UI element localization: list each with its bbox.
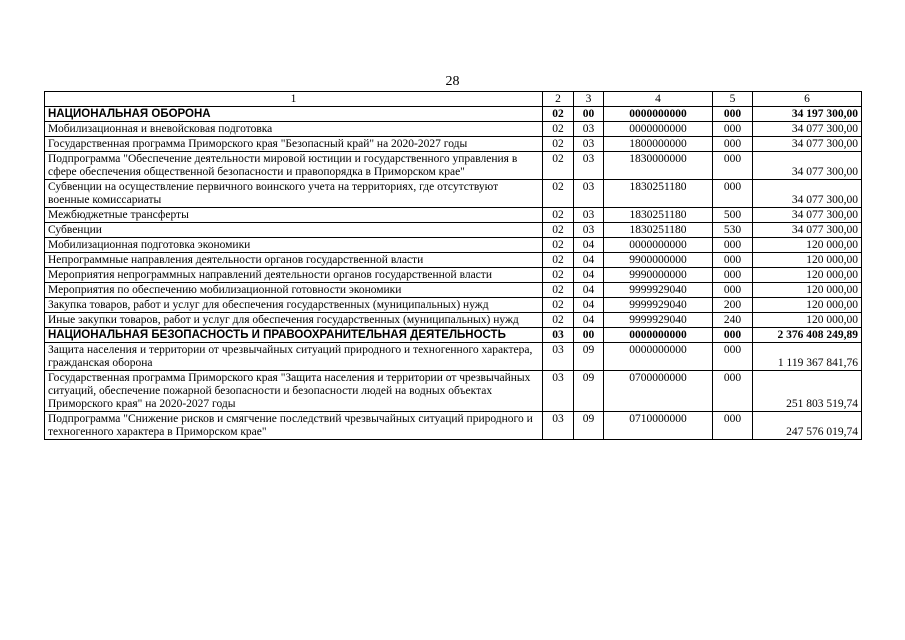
table-row [45, 152, 862, 180]
cell-section: 03 [543, 412, 574, 440]
column-header: 5 [713, 92, 753, 107]
cell-subsection: 09 [574, 412, 604, 440]
table-row [45, 122, 862, 137]
cell-name: Иные закупки товаров, работ и услуг для обеспечения государственных (муниципальных) нужд [45, 313, 543, 328]
table-row [45, 137, 862, 152]
cell-section: 02 [543, 283, 574, 298]
table-header-row [45, 92, 862, 107]
cell-name: Субвенции на осуществление первичного воинского учета на территориях, где отсутствуют военные комиссариаты [45, 180, 543, 208]
cell-subsection: 04 [574, 313, 604, 328]
cell-name: Мероприятия по обеспечению мобилизационной готовности экономики [45, 283, 543, 298]
cell-amount: 247 576 019,74 [753, 412, 862, 440]
table-row [45, 268, 862, 283]
cell-target-article: 9999929040 [604, 313, 713, 328]
cell-amount: 251 803 519,74 [753, 371, 862, 412]
cell-section: 03 [543, 343, 574, 371]
cell-subsection: 04 [574, 283, 604, 298]
cell-amount: 34 197 300,00 [753, 107, 862, 122]
table-row [45, 208, 862, 223]
cell-section: 02 [543, 298, 574, 313]
cell-target-article: 1800000000 [604, 137, 713, 152]
cell-expense-type: 240 [713, 313, 753, 328]
cell-expense-type: 000 [713, 343, 753, 371]
cell-name: Закупка товаров, работ и услуг для обеспечения государственных (муниципальных) нужд [45, 298, 543, 313]
cell-expense-type: 000 [713, 412, 753, 440]
cell-target-article: 9900000000 [604, 253, 713, 268]
cell-target-article: 0000000000 [604, 343, 713, 371]
cell-target-article: 0710000000 [604, 412, 713, 440]
cell-name: Субвенции [45, 223, 543, 238]
cell-amount: 120 000,00 [753, 253, 862, 268]
cell-target-article: 0000000000 [604, 107, 713, 122]
cell-name: Защита населения и территории от чрезвычайных ситуаций природного и техногенного характера, гражданская оборона [45, 343, 543, 371]
cell-target-article: 9999929040 [604, 298, 713, 313]
table-row [45, 343, 862, 371]
cell-name: Подпрограмма "Снижение рисков и смягчение последствий чрезвычайных ситуаций природного и техногенного характера в Приморском крае" [45, 412, 543, 440]
cell-section: 02 [543, 208, 574, 223]
cell-subsection: 03 [574, 152, 604, 180]
cell-amount: 34 077 300,00 [753, 122, 862, 137]
cell-section: 03 [543, 371, 574, 412]
cell-amount: 2 376 408 249,89 [753, 328, 862, 343]
table-row [45, 283, 862, 298]
column-header: 6 [753, 92, 862, 107]
cell-subsection: 04 [574, 268, 604, 283]
cell-expense-type: 000 [713, 152, 753, 180]
cell-target-article: 0000000000 [604, 328, 713, 343]
cell-target-article: 0000000000 [604, 122, 713, 137]
cell-expense-type: 000 [713, 328, 753, 343]
cell-subsection: 03 [574, 122, 604, 137]
cell-target-article: 0000000000 [604, 238, 713, 253]
cell-subsection: 03 [574, 223, 604, 238]
cell-section: 02 [543, 238, 574, 253]
cell-amount: 34 077 300,00 [753, 180, 862, 208]
table-row [45, 371, 862, 412]
column-header: 2 [543, 92, 574, 107]
column-header: 1 [45, 92, 543, 107]
table-row [45, 298, 862, 313]
cell-expense-type: 000 [713, 371, 753, 412]
cell-subsection: 00 [574, 328, 604, 343]
cell-target-article: 1830251180 [604, 208, 713, 223]
cell-target-article: 0700000000 [604, 371, 713, 412]
cell-subsection: 03 [574, 208, 604, 223]
cell-expense-type: 000 [713, 253, 753, 268]
cell-section: 02 [543, 253, 574, 268]
page-number: 28 [445, 74, 460, 89]
cell-amount: 1 119 367 841,76 [753, 343, 862, 371]
cell-section: 02 [543, 107, 574, 122]
cell-name: Государственная программа Приморского края "Безопасный край" на 2020-2027 годы [45, 137, 543, 152]
cell-name: Мобилизационная подготовка экономики [45, 238, 543, 253]
cell-amount: 34 077 300,00 [753, 223, 862, 238]
cell-subsection: 09 [574, 371, 604, 412]
cell-expense-type: 000 [713, 238, 753, 253]
cell-name: НАЦИОНАЛЬНАЯ ОБОРОНА [45, 107, 543, 122]
cell-expense-type: 530 [713, 223, 753, 238]
cell-name: НАЦИОНАЛЬНАЯ БЕЗОПАСНОСТЬ И ПРАВООХРАНИТЕЛЬНАЯ ДЕЯТЕЛЬНОСТЬ [45, 328, 543, 343]
table-row [45, 238, 862, 253]
table-row [45, 107, 862, 122]
cell-expense-type: 000 [713, 283, 753, 298]
cell-amount: 120 000,00 [753, 283, 862, 298]
cell-subsection: 04 [574, 298, 604, 313]
table-row [45, 223, 862, 238]
table-row [45, 180, 862, 208]
cell-target-article: 9999929040 [604, 283, 713, 298]
cell-section: 02 [543, 152, 574, 180]
budget-table [44, 91, 862, 440]
cell-name: Государственная программа Приморского края "Защита населения и территории от чрезвычайных ситуаций, обеспечение пожарной безопасности и безопасности людей на водных объектах Приморского края" на 2020-2027 годы [45, 371, 543, 412]
cell-subsection: 04 [574, 253, 604, 268]
cell-section: 02 [543, 180, 574, 208]
cell-subsection: 00 [574, 107, 604, 122]
cell-amount: 34 077 300,00 [753, 137, 862, 152]
cell-subsection: 03 [574, 180, 604, 208]
cell-name: Подпрограмма "Обеспечение деятельности мировой юстиции и государственного управления в сфере обеспечения общественной безопасности и правопорядка в Приморском крае" [45, 152, 543, 180]
cell-amount: 120 000,00 [753, 298, 862, 313]
cell-section: 02 [543, 122, 574, 137]
cell-expense-type: 500 [713, 208, 753, 223]
cell-name: Мобилизационная и вневойсковая подготовка [45, 122, 543, 137]
cell-name: Непрограммные направления деятельности органов государственной власти [45, 253, 543, 268]
cell-amount: 34 077 300,00 [753, 208, 862, 223]
cell-amount: 34 077 300,00 [753, 152, 862, 180]
cell-expense-type: 000 [713, 137, 753, 152]
cell-target-article: 1830251180 [604, 180, 713, 208]
column-header: 4 [604, 92, 713, 107]
cell-subsection: 09 [574, 343, 604, 371]
cell-expense-type: 200 [713, 298, 753, 313]
cell-section: 02 [543, 268, 574, 283]
table-row [45, 328, 862, 343]
cell-section: 02 [543, 313, 574, 328]
cell-amount: 120 000,00 [753, 238, 862, 253]
cell-name: Мероприятия непрограммных направлений деятельности органов государственной власти [45, 268, 543, 283]
cell-expense-type: 000 [713, 180, 753, 208]
cell-target-article: 1830251180 [604, 223, 713, 238]
cell-target-article: 9990000000 [604, 268, 713, 283]
cell-section: 02 [543, 223, 574, 238]
cell-expense-type: 000 [713, 107, 753, 122]
cell-name: Межбюджетные трансферты [45, 208, 543, 223]
table-row [45, 412, 862, 440]
cell-section: 03 [543, 328, 574, 343]
cell-subsection: 04 [574, 238, 604, 253]
cell-section: 02 [543, 137, 574, 152]
cell-subsection: 03 [574, 137, 604, 152]
cell-target-article: 1830000000 [604, 152, 713, 180]
table-row [45, 313, 862, 328]
cell-amount: 120 000,00 [753, 313, 862, 328]
column-header: 3 [574, 92, 604, 107]
table-row [45, 253, 862, 268]
cell-amount: 120 000,00 [753, 268, 862, 283]
cell-expense-type: 000 [713, 122, 753, 137]
cell-expense-type: 000 [713, 268, 753, 283]
